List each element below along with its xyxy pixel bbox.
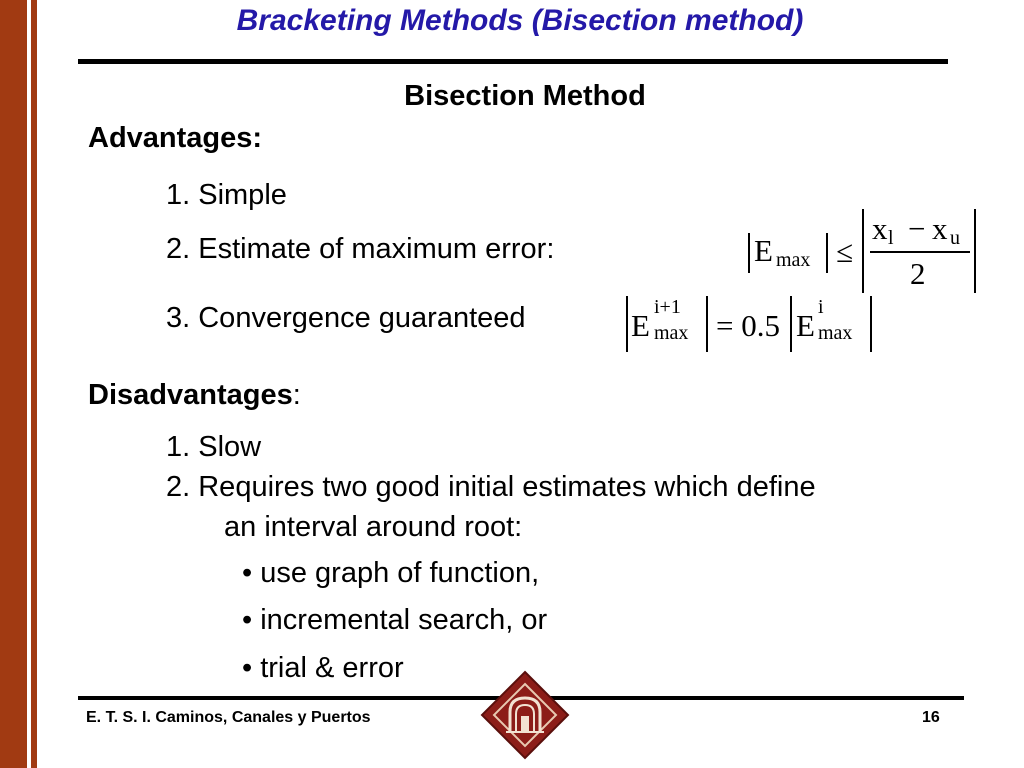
formula-relation: ≤ xyxy=(836,234,854,269)
bullet-text: trial & error xyxy=(260,652,404,684)
convergence-formula xyxy=(626,294,886,360)
formula-xl: x xyxy=(872,211,888,246)
disadvantage-item-2: 2. Requires two good initial estimates which define xyxy=(166,471,816,503)
disadvantage-item-2-cont: an interval around root: xyxy=(224,511,523,543)
left-accent-bar xyxy=(0,0,27,768)
page-number: 16 xyxy=(922,709,940,726)
subtitle: Bisection Method xyxy=(404,80,646,112)
abs-bar xyxy=(862,209,864,293)
bullet-glyph: • xyxy=(242,604,253,636)
university-logo xyxy=(480,670,570,768)
abs-bar xyxy=(870,296,872,352)
formula-minus: − xyxy=(908,211,926,246)
title-rule xyxy=(78,59,948,64)
bullet-item xyxy=(242,604,547,637)
bullet-item xyxy=(242,652,404,685)
formula-equals: = 0.5 xyxy=(716,308,780,343)
bullet-text: use graph of function, xyxy=(260,557,540,589)
formula-xu: x xyxy=(932,211,948,246)
abs-bar xyxy=(748,233,750,273)
formula-e-i: E xyxy=(796,308,815,343)
abs-bar xyxy=(790,296,792,352)
disadvantages-colon: : xyxy=(292,379,301,411)
abs-bar xyxy=(706,296,708,352)
bullet-text: incremental search, or xyxy=(260,604,548,636)
abs-bar xyxy=(626,296,628,352)
formula-e: E xyxy=(754,233,773,268)
formula-e-i-sub: max xyxy=(818,322,853,344)
disadvantages-label: Disadvantages xyxy=(88,379,293,411)
advantage-item-3: 3. Convergence guaranteed xyxy=(166,302,526,334)
formula-e-next-sub: max xyxy=(654,322,689,344)
slide-title: Bracketing Methods (Bisection method) xyxy=(236,4,804,37)
abs-bar xyxy=(826,233,828,273)
formula-e-i-sup: i xyxy=(818,296,824,318)
formula-xu-sub: u xyxy=(950,227,960,249)
disadvantages-heading xyxy=(88,379,301,412)
formula-e-sub: max xyxy=(776,249,811,271)
bullet-glyph: • xyxy=(242,652,253,684)
advantage-item-2: 2. Estimate of maximum error: xyxy=(166,233,555,265)
formula-e-next-sup: i+1 xyxy=(654,296,681,318)
max-error-formula xyxy=(748,207,988,297)
formula-denominator: 2 xyxy=(910,256,926,291)
footer-institution: E. T. S. I. Caminos, Canales y Puertos xyxy=(86,709,371,726)
advantages-heading: Advantages: xyxy=(88,122,263,154)
advantage-item-1: 1. Simple xyxy=(166,179,287,211)
bullet-item xyxy=(242,557,539,590)
bullet-glyph: • xyxy=(242,557,253,589)
abs-bar xyxy=(974,209,976,293)
formula-e-next: E xyxy=(631,308,650,343)
disadvantage-item-1: 1. Slow xyxy=(166,431,262,463)
formula-xl-sub: l xyxy=(888,227,894,249)
left-accent-stripe xyxy=(31,0,37,768)
fraction-line xyxy=(870,251,970,253)
